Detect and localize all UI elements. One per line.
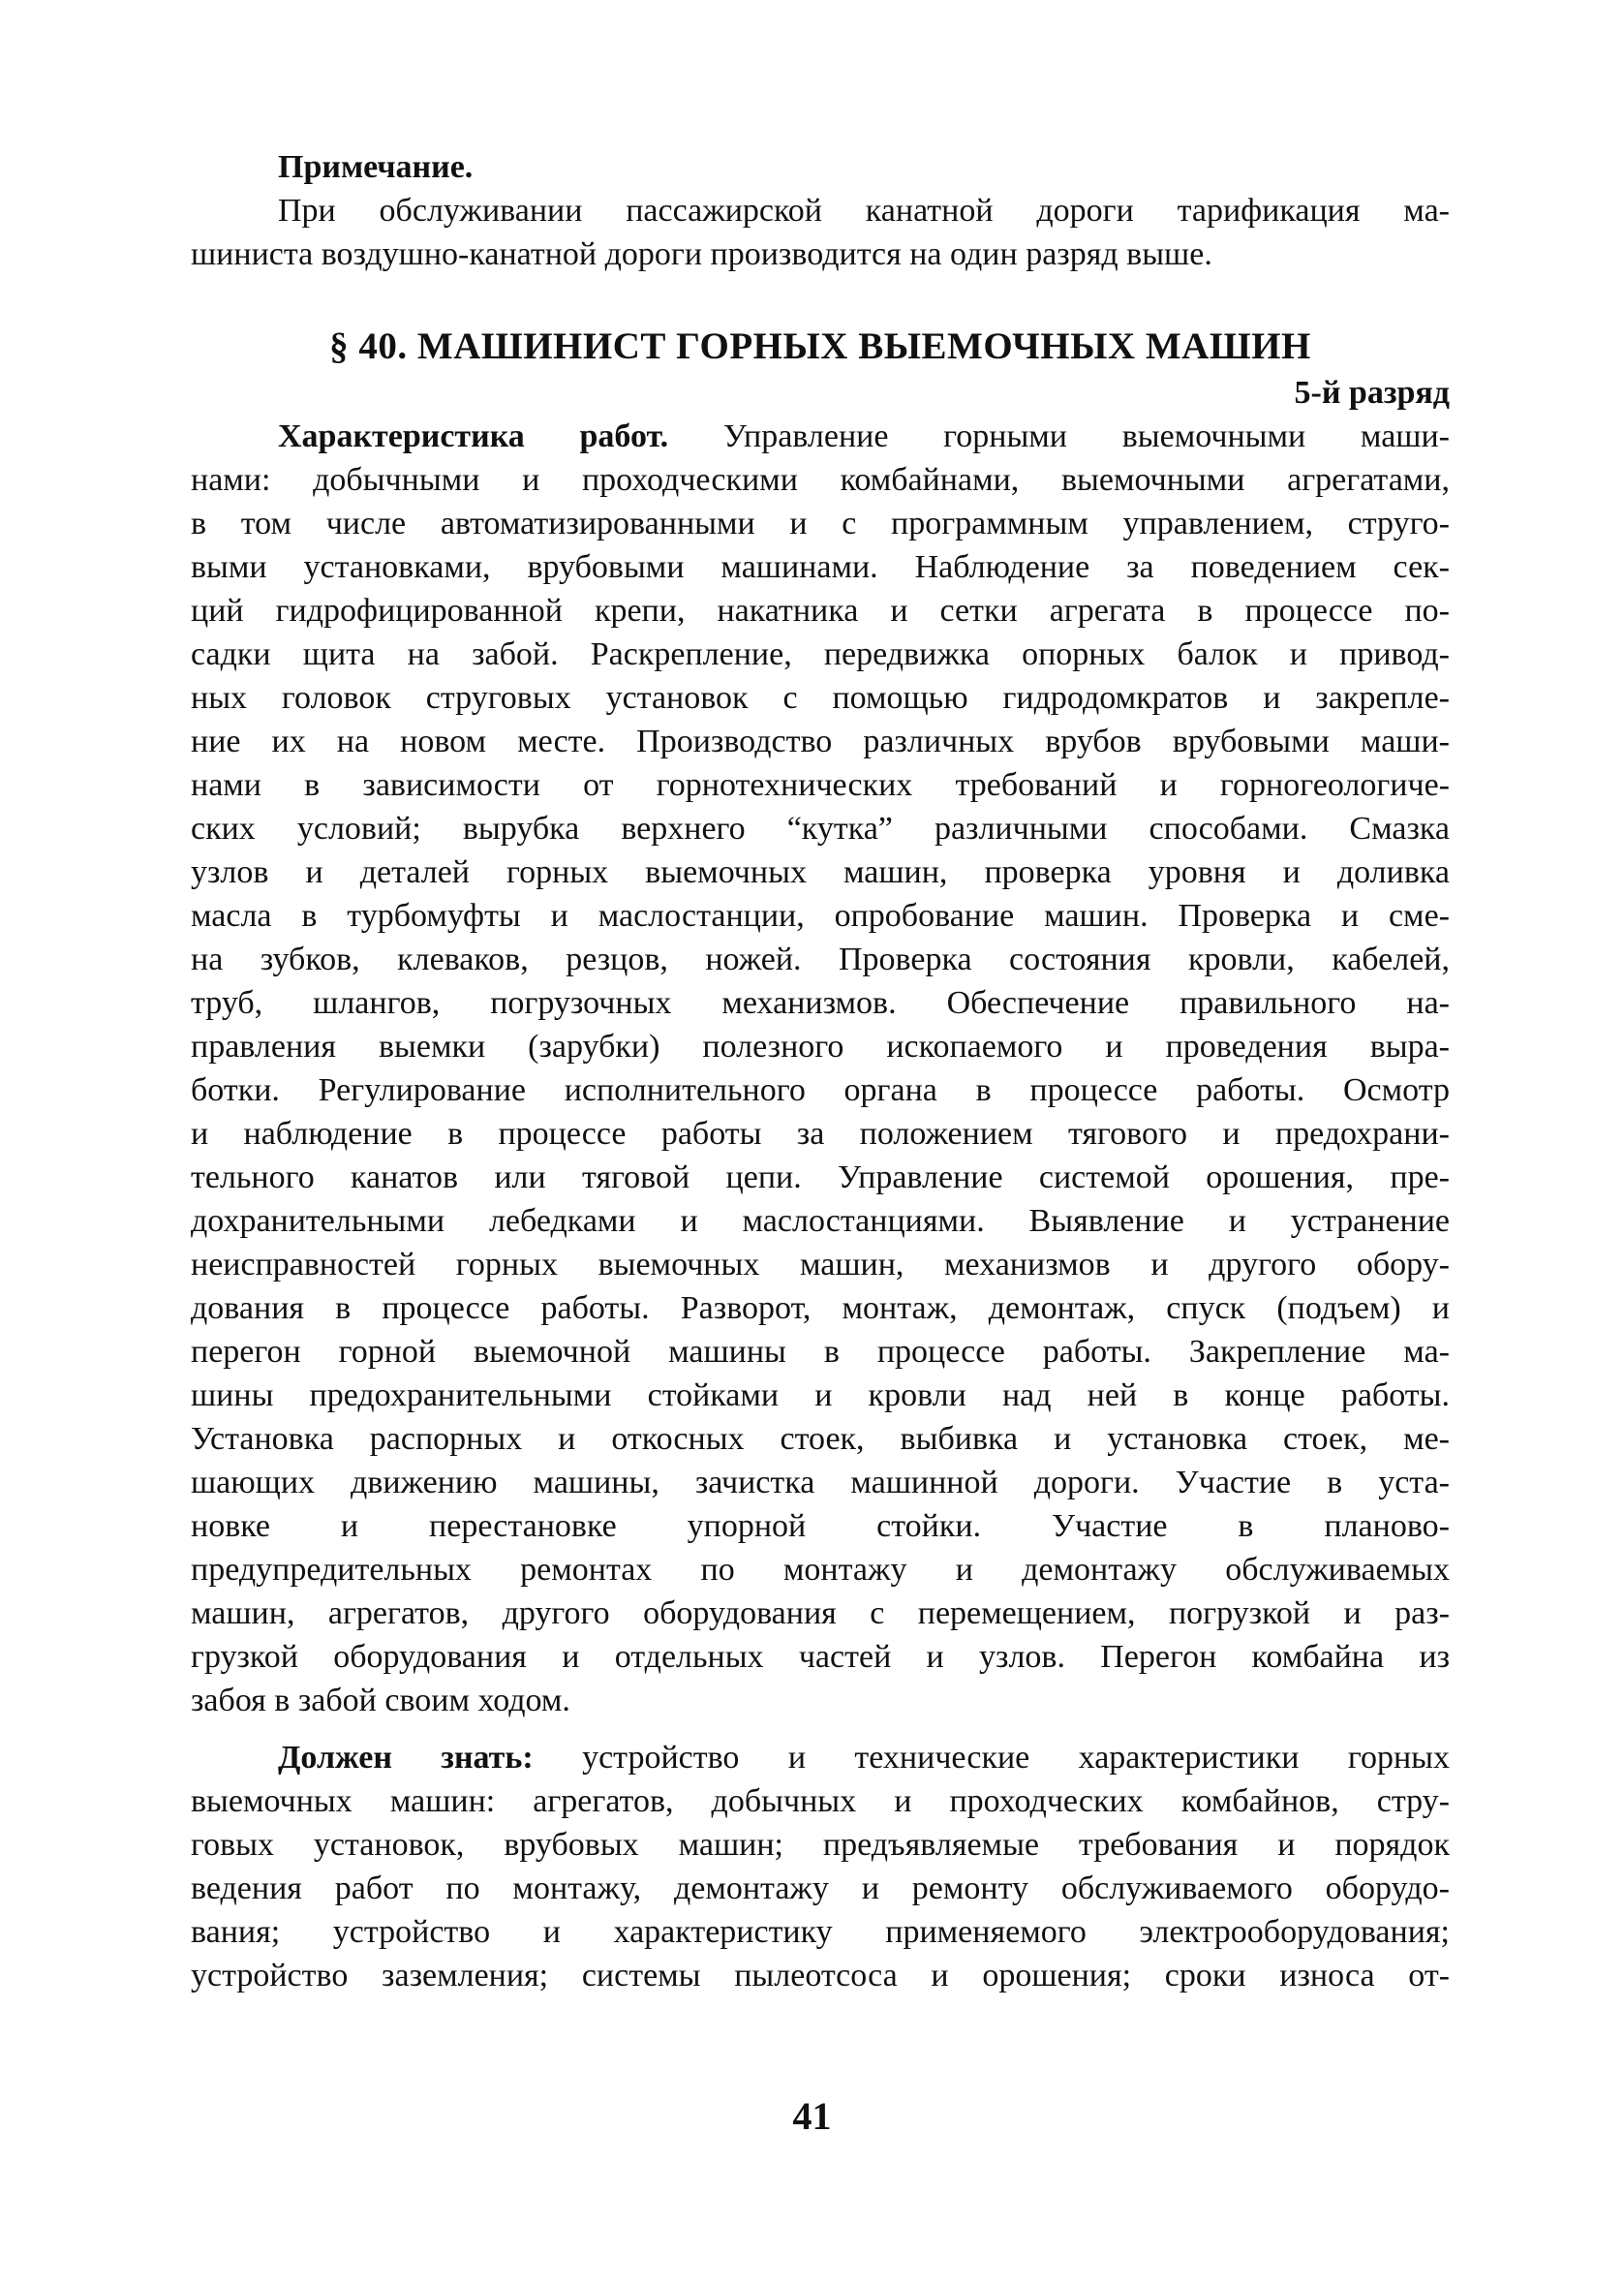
characteristics-line-26: предупредительных ремонтах по монтажу и демонтажу обслуживаемых bbox=[191, 1552, 1450, 1588]
characteristics-line-17: тельного канатов или тяговой цепи. Управление системой орошения, пре- bbox=[191, 1159, 1450, 1195]
paragraph-gap bbox=[191, 1722, 1450, 1736]
characteristics-line-25: новке и перестановке упорной стойки. Участие в планово- bbox=[191, 1508, 1450, 1544]
must-know-line-2: говых установок, врубовых машин; предъявляемые требования и порядок bbox=[191, 1827, 1450, 1863]
characteristics-line-13: труб, шлангов, погрузочных механизмов. Обеспечение правильного на- bbox=[191, 985, 1450, 1021]
characteristics-line-16: и наблюдение в процессе работы за положением тягового и предохрани- bbox=[191, 1116, 1450, 1152]
characteristics-line-7: ние их на новом месте. Производство различных врубов врубовыми маши- bbox=[191, 724, 1450, 759]
must-know-line-3: ведения работ по монтажу, демонтажу и ремонту обслуживаемого оборудо- bbox=[191, 1870, 1450, 1906]
must-know-heading: Должен знать: bbox=[278, 1740, 534, 1776]
note-line-1: При обслуживании пассажирской канатной дороги тарификация ма- bbox=[278, 193, 1450, 229]
characteristics-line-1: нами: добычными и проходческими комбайнами, выемочными агрегатами, bbox=[191, 462, 1450, 498]
characteristics-line-6: ных головок струговых установок с помощью гидродомкратов и закрепле- bbox=[191, 680, 1450, 716]
characteristics-line-20: дования в процессе работы. Разворот, монтаж, демонтаж, спуск (подъем) и bbox=[191, 1290, 1450, 1326]
characteristics-line-29: забоя в забой своим ходом. bbox=[191, 1683, 570, 1718]
note-title: Примечание. bbox=[278, 149, 474, 185]
characteristics-line-15: ботки. Регулирование исполнительного органа в процессе работы. Осмотр bbox=[191, 1072, 1450, 1108]
note-line-2: шиниста воздушно-канатной дороги производится на один разряд выше. bbox=[191, 236, 1212, 272]
characteristics-line-5: садки щита на забой. Раскрепление, передвижка опорных балок и привод- bbox=[191, 636, 1450, 672]
characteristics-line-22: шины предохранительными стойками и кровли над ней в конце работы. bbox=[191, 1377, 1450, 1413]
characteristics-line-12: на зубков, клеваков, резцов, ножей. Проверка состояния кровли, кабелей, bbox=[191, 942, 1450, 977]
characteristics-line-8: нами в зависимости от горнотехнических требований и горногеологиче- bbox=[191, 767, 1450, 803]
must-know-first-line bbox=[191, 1736, 1450, 1779]
page-number: 41 bbox=[792, 2094, 832, 2138]
characteristics-line-14: правления выемки (зарубки) полезного ископаемого и проведения выра- bbox=[191, 1029, 1450, 1065]
characteristics-line-11: масла в турбомуфты и маслостанции, опробование машин. Проверка и сме- bbox=[191, 898, 1450, 934]
page-body bbox=[191, 145, 1450, 1997]
characteristics-body bbox=[191, 458, 1450, 1722]
characteristics-line-9: ских условий; вырубка верхнего “кутка” различными способами. Смазка bbox=[191, 811, 1450, 847]
must-know-body bbox=[191, 1779, 1450, 1997]
grade-label: 5-й разряд bbox=[1294, 375, 1450, 411]
characteristics-line-23: Установка распорных и откосных стоек, выбивка и установка стоек, ме- bbox=[191, 1421, 1450, 1457]
must-know-line-5: устройство заземления; системы пылеотсоса и орошения; сроки износа от- bbox=[191, 1958, 1450, 1993]
characteristics-line-10: узлов и деталей горных выемочных машин, проверка уровня и доливка bbox=[191, 854, 1450, 890]
must-know-line-1: выемочных машин: агрегатов, добычных и проходческих комбайнов, стру- bbox=[191, 1783, 1450, 1819]
characteristics-first-line bbox=[191, 415, 1450, 458]
characteristics-line-2: в том числе автоматизированными и с программным управлением, струго- bbox=[191, 506, 1450, 541]
must-know-line-4: вания; устройство и характеристику применяемого электрооборудования; bbox=[191, 1914, 1450, 1950]
characteristics-heading: Характеристика работ. bbox=[278, 418, 669, 454]
characteristics-first-line-text: Управление горными выемочными маши- bbox=[668, 418, 1450, 454]
characteristics-line-24: шающих движению машины, зачистка машинной дороги. Участие в уста- bbox=[191, 1465, 1450, 1500]
characteristics-line-19: неисправностей горных выемочных машин, механизмов и другого обору- bbox=[191, 1247, 1450, 1283]
characteristics-line-21: перегон горной выемочной машины в процессе работы. Закрепление ма- bbox=[191, 1334, 1450, 1370]
must-know-first-line-text: устройство и технические характеристики горных bbox=[533, 1740, 1450, 1776]
characteristics-line-28: грузкой оборудования и отдельных частей и узлов. Перегон комбайна из bbox=[191, 1639, 1450, 1675]
characteristics-line-27: машин, агрегатов, другого оборудования с перемещением, погрузкой и раз- bbox=[191, 1595, 1450, 1631]
section-title: § 40. МАШИНИСТ ГОРНЫХ ВЫЕМОЧНЫХ МАШИН bbox=[329, 325, 1311, 367]
characteristics-line-4: ций гидрофицированной крепи, накатника и сетки агрегата в процессе по- bbox=[191, 593, 1450, 629]
characteristics-line-3: выми установками, врубовыми машинами. Наблюдение за поведением сек- bbox=[191, 549, 1450, 585]
characteristics-line-18: дохранительными лебедками и маслостанциями. Выявление и устранение bbox=[191, 1203, 1450, 1239]
